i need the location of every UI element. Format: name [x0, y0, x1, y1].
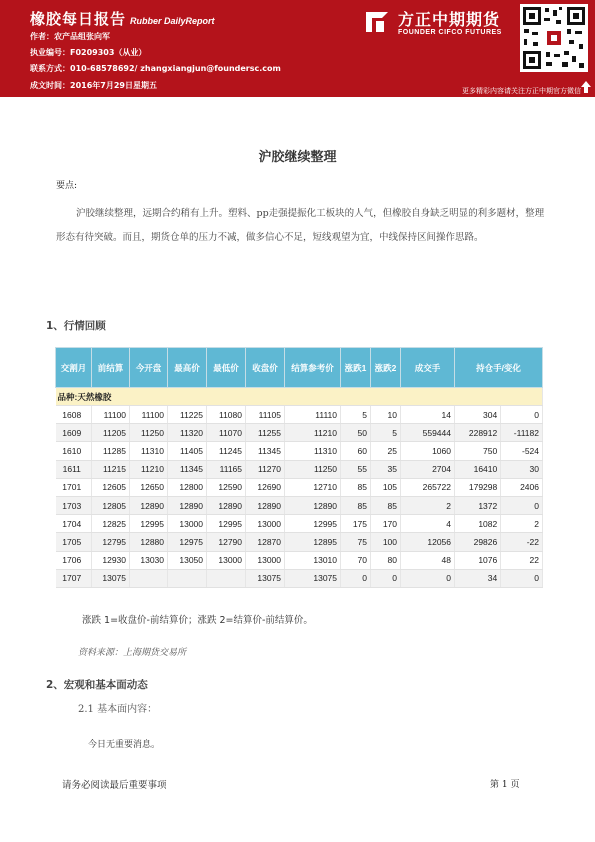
col-header-change1: 涨跌1 — [341, 348, 371, 388]
table-cell: 559444 — [401, 424, 455, 442]
table-cell: 170 — [371, 515, 401, 533]
table-row — [56, 478, 543, 496]
table-cell: 0 — [401, 569, 455, 587]
table-row — [56, 460, 543, 478]
table-cell: 1704 — [56, 515, 92, 533]
table-cell: 13075 — [92, 569, 130, 587]
data-source-note: 资料来源：上海期货交易所 — [78, 648, 187, 658]
table-cell: 12790 — [207, 533, 246, 551]
table-cell: 1611 — [56, 460, 92, 478]
table-cell: 2406 — [501, 478, 543, 496]
table-cell: 13010 — [285, 551, 341, 569]
document-title: 沪胶继续整理 — [258, 150, 337, 165]
table-cell: 11110 — [285, 406, 341, 424]
table-cell: 1701 — [56, 478, 92, 496]
table-cell: 1082 — [455, 515, 501, 533]
table-cell: 13030 — [130, 551, 168, 569]
table-cell: 11100 — [92, 406, 130, 424]
col-header-volume: 成交手 — [401, 348, 455, 388]
table-cell: 80 — [371, 551, 401, 569]
col-header-open-interest: 持仓手/变化 — [455, 348, 543, 388]
table-cell: 30 — [501, 460, 543, 478]
founder-logo-icon — [362, 6, 392, 36]
table-cell: 1609 — [56, 424, 92, 442]
table-cell: -11182 — [501, 424, 543, 442]
table-cell: 1703 — [56, 496, 92, 514]
table-cell: 11245 — [207, 442, 246, 460]
company-logo — [362, 4, 512, 44]
table-cell: 179298 — [455, 478, 501, 496]
report-header — [0, 0, 595, 97]
table-cell: 70 — [341, 551, 371, 569]
table-cell: 12795 — [92, 533, 130, 551]
table-cell: 12890 — [246, 496, 285, 514]
qr-code-icon[interactable] — [520, 4, 588, 72]
table-cell: 1705 — [56, 533, 92, 551]
table-cell: 12710 — [285, 478, 341, 496]
table-row — [56, 551, 543, 569]
table-cell: 11100 — [130, 406, 168, 424]
table-cell: 11405 — [168, 442, 207, 460]
report-title-cn: 橡胶每日报告 — [30, 10, 127, 28]
table-cell: 11310 — [130, 442, 168, 460]
table-cell: 2 — [501, 515, 543, 533]
col-header-open: 今开盘 — [130, 348, 168, 388]
table-cell: 12890 — [130, 496, 168, 514]
table-cell: 2 — [401, 496, 455, 514]
table-cell: 12590 — [207, 478, 246, 496]
contact-line: 联系方式：010-68578692/ zhangxiangjun@foundersc.com — [30, 64, 281, 73]
table-cell: 22 — [501, 551, 543, 569]
table-cell — [130, 569, 168, 587]
quotes-table — [55, 347, 543, 588]
summary-paragraph: 沪胶继续整理，远期合约稍有上升。塑料、pp走强提振化工板块的人气，但橡胶自身缺乏明显的利多题材，整理形态有待突破。而且，期货仓单的压力不减，做多信心不足，短线观望为宜，中线保持区间操作思路。 — [56, 208, 545, 243]
table-cell: 12975 — [168, 533, 207, 551]
table-cell: 10 — [371, 406, 401, 424]
table-cell: 1610 — [56, 442, 92, 460]
table-cell: 175 — [341, 515, 371, 533]
table-cell: 13000 — [207, 551, 246, 569]
table-cell: 35 — [371, 460, 401, 478]
summary-label: 要点: — [56, 181, 78, 191]
change-formula-note: 涨跌 1=收盘价-前结算价；涨跌 2=结算价-前结算价。 — [82, 615, 313, 626]
table-cell: 1076 — [455, 551, 501, 569]
table-cell: 12880 — [130, 533, 168, 551]
table-cell: 12690 — [246, 478, 285, 496]
table-cell: 48 — [401, 551, 455, 569]
table-cell: 11345 — [246, 442, 285, 460]
table-cell: 13075 — [285, 569, 341, 587]
fundamentals-body: 今日无重要消息。 — [88, 740, 161, 750]
table-cell: 16410 — [455, 460, 501, 478]
table-cell: 12056 — [401, 533, 455, 551]
table-cell: 0 — [371, 569, 401, 587]
table-cell: 25 — [371, 442, 401, 460]
table-cell: 85 — [341, 496, 371, 514]
table-row — [56, 424, 543, 442]
table-cell: 12800 — [168, 478, 207, 496]
table-cell: -524 — [501, 442, 543, 460]
col-header-low: 最低价 — [207, 348, 246, 388]
table-cell: 11255 — [246, 424, 285, 442]
table-cell: 4 — [401, 515, 455, 533]
group-label: 品种:天然橡胶 — [56, 388, 543, 406]
table-cell: 85 — [371, 496, 401, 514]
table-cell: 11320 — [168, 424, 207, 442]
table-cell: 1608 — [56, 406, 92, 424]
table-cell: 12650 — [130, 478, 168, 496]
table-cell: 11310 — [285, 442, 341, 460]
table-row — [56, 406, 543, 424]
table-cell: 12995 — [130, 515, 168, 533]
table-cell: 14 — [401, 406, 455, 424]
table-cell: 0 — [341, 569, 371, 587]
table-cell: 11210 — [285, 424, 341, 442]
table-cell: 11070 — [207, 424, 246, 442]
table-cell: 12930 — [92, 551, 130, 569]
table-cell: 85 — [341, 478, 371, 496]
arrow-up-icon — [580, 80, 592, 94]
table-cell: 12890 — [207, 496, 246, 514]
table-cell: 12825 — [92, 515, 130, 533]
col-header-prev-settle: 前结算 — [92, 348, 130, 388]
logo-text-en: FOUNDER CIFCO FUTURES — [398, 29, 502, 36]
table-cell: 11105 — [246, 406, 285, 424]
col-header-settle-ref: 结算参考价 — [285, 348, 341, 388]
table-cell: 75 — [341, 533, 371, 551]
table-cell: 12895 — [285, 533, 341, 551]
table-cell: 12870 — [246, 533, 285, 551]
table-cell: 11345 — [168, 460, 207, 478]
table-cell: 11205 — [92, 424, 130, 442]
table-row — [56, 569, 543, 587]
table-cell: 60 — [341, 442, 371, 460]
col-header-high: 最高价 — [168, 348, 207, 388]
table-cell: 105 — [371, 478, 401, 496]
table-cell: 34 — [455, 569, 501, 587]
table-cell: 29826 — [455, 533, 501, 551]
col-header-close: 收盘价 — [246, 348, 285, 388]
table-cell: 1706 — [56, 551, 92, 569]
table-cell: 11270 — [246, 460, 285, 478]
table-cell: 55 — [341, 460, 371, 478]
table-cell: 12805 — [92, 496, 130, 514]
table-cell: 12605 — [92, 478, 130, 496]
table-cell: 12890 — [285, 496, 341, 514]
table-cell: 13000 — [246, 515, 285, 533]
table-cell — [168, 569, 207, 587]
author-line: 作者：农产品组张向军 — [30, 32, 110, 41]
table-cell: 11080 — [207, 406, 246, 424]
table-cell: 1707 — [56, 569, 92, 587]
table-cell: 750 — [455, 442, 501, 460]
table-cell: 11285 — [92, 442, 130, 460]
table-cell: 12890 — [168, 496, 207, 514]
table-cell: 5 — [371, 424, 401, 442]
table-cell: -22 — [501, 533, 543, 551]
table-cell: 0 — [501, 569, 543, 587]
table-cell: 13050 — [168, 551, 207, 569]
table-cell: 11165 — [207, 460, 246, 478]
table-cell: 11250 — [285, 460, 341, 478]
table-cell: 265722 — [401, 478, 455, 496]
table-cell: 11210 — [130, 460, 168, 478]
table-cell: 13075 — [246, 569, 285, 587]
subsection-heading-fundamentals: 2.1 基本面内容： — [78, 704, 158, 715]
table-cell: 1372 — [455, 496, 501, 514]
table-row — [56, 533, 543, 551]
section-heading-market-review: 1、行情回顾 — [46, 320, 106, 332]
table-cell: 13000 — [246, 551, 285, 569]
col-header-change2: 涨跌2 — [371, 348, 401, 388]
report-title — [30, 8, 215, 29]
table-cell: 12995 — [285, 515, 341, 533]
license-line: 执业编号：F0209303（从业） — [30, 48, 147, 57]
table-cell: 228912 — [455, 424, 501, 442]
table-cell: 2704 — [401, 460, 455, 478]
table-cell: 12995 — [207, 515, 246, 533]
table-header-row — [56, 348, 543, 388]
table-cell: 13000 — [168, 515, 207, 533]
follow-wechat-note: 更多精彩内容请关注方正中期官方微信 — [462, 87, 581, 95]
table-cell: 11250 — [130, 424, 168, 442]
date-line: 成文时间：2016年7月29日星期五 — [30, 81, 157, 90]
table-cell: 5 — [341, 406, 371, 424]
table-cell: 1060 — [401, 442, 455, 460]
report-title-en: Rubber DailyReport — [130, 16, 215, 26]
section-heading-macro: 2、宏观和基本面动态 — [46, 679, 148, 691]
table-cell — [207, 569, 246, 587]
table-cell: 0 — [501, 496, 543, 514]
logo-text-cn: 方正中期期货 — [398, 10, 501, 29]
table-cell: 304 — [455, 406, 501, 424]
table-cell: 50 — [341, 424, 371, 442]
col-header-delivery-month: 交割月 — [56, 348, 92, 388]
table-group-row — [56, 388, 543, 406]
page-number: 第 1 页 — [490, 780, 520, 790]
table-cell: 11225 — [168, 406, 207, 424]
table-row — [56, 442, 543, 460]
table-cell: 0 — [501, 406, 543, 424]
footer-disclaimer: 请务必阅读最后重要事项 — [62, 780, 167, 791]
table-cell: 11215 — [92, 460, 130, 478]
table-cell: 100 — [371, 533, 401, 551]
table-row — [56, 496, 543, 514]
table-row — [56, 515, 543, 533]
